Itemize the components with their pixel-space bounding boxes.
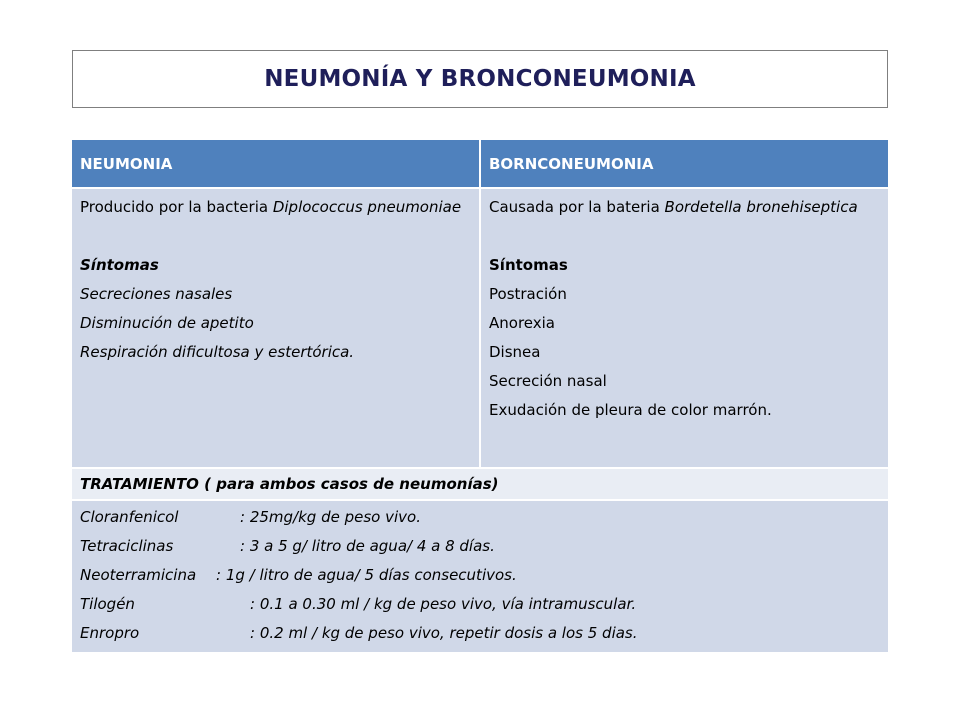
bronconeumonia-cause-prefix: Causada por la bateria [489,198,665,216]
table-header-row [72,140,888,188]
neumonia-symptom: Disminución de apetito [80,314,254,332]
treatment-line [80,561,880,590]
treatment-dose: : 3 a 5 g/ litro de agua/ 4 a 8 días. [240,537,495,555]
neumonia-symptom: Respiración dificultosa y estertórica. [80,343,355,361]
treatment-dose: : 0.1 a 0.30 ml / kg de peso vivo, vía intramuscular. [250,595,637,613]
treatment-title: TRATAMIENTO ( para ambos casos de neumonías) [72,468,888,500]
neumonia-cause-prefix: Producido por la bacteria [80,198,273,216]
treatment-dose: : 25mg/kg de peso vivo. [240,508,421,526]
neumonia-cause [80,193,471,222]
neumonia-symptom: Secreciones nasales [80,285,233,303]
bronconeumonia-symptoms-title: Síntomas [489,256,568,274]
comparison-table [72,140,888,652]
treatment-dose: : 1g / litro de agua/ 5 días consecutivos. [216,566,517,584]
bronconeumonia-symptom: Secreción nasal [489,372,607,390]
bronconeumonia-symptom: Anorexia [489,314,555,332]
treatment-line [80,503,880,532]
treatment-header-row [72,468,888,500]
bronconeumonia-cell [480,188,888,468]
treatment-drug: Neoterramicina [80,566,197,584]
header-bronconeumonia: BORNCONEUMONIA [480,140,888,188]
neumonia-cell [72,188,480,468]
header-neumonia: NEUMONIA [72,140,480,188]
treatment-drug: Tetraciclinas [80,537,174,555]
title-box [72,50,888,108]
treatment-line [80,590,880,619]
neumonia-symptoms-title: Síntomas [80,256,159,274]
treatment-dose: : 0.2 ml / kg de peso vivo, repetir dosis a los 5 dias. [250,624,638,642]
treatment-drug: Enropro [80,624,140,642]
page-title: NEUMONÍA Y BRONCONEUMONIA [264,66,696,92]
treatment-drug: Cloranfenicol [80,508,179,526]
treatment-line [80,619,880,648]
treatment-drug: Tilogén [80,595,135,613]
treatment-cell [72,500,888,652]
bronconeumonia-cause [489,193,880,222]
treatment-line [80,532,880,561]
treatment-body-row [72,500,888,652]
neumonia-cause-species: Diplococcus pneumoniae [272,198,462,216]
bronconeumonia-symptom: Postración [489,285,567,303]
bronconeumonia-symptom: Disnea [489,343,541,361]
bronconeumonia-cause-species: Bordetella bronehiseptica [664,198,858,216]
table-body-row [72,188,888,468]
bronconeumonia-symptom: Exudación de pleura de color marrón. [489,401,772,419]
